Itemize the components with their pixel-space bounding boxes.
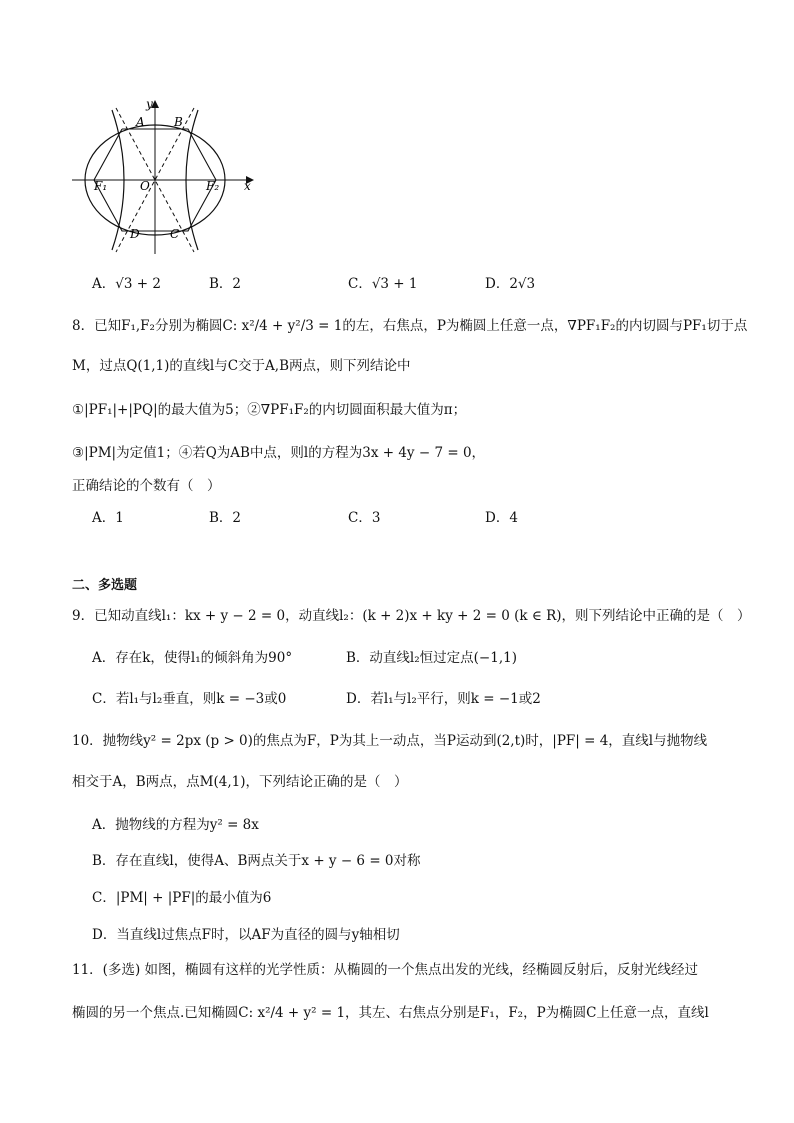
q10-line-1: 10．抛物线y² = 2px (p > 0)的焦点为F，P为其上一动点，当P运动到(2,t)时，|PF| = 4，直线l与抛物线 (72, 733, 708, 749)
label-C: C (170, 227, 180, 241)
q8-line-5: 正确结论的个数有（ ） (72, 478, 221, 494)
ellipse-hyperbola-figure (66, 98, 256, 258)
q7-option-b[interactable]: B．2 (209, 276, 242, 292)
q7-option-c[interactable]: C．√3 + 1 (348, 276, 418, 292)
q9-option-c[interactable]: C．若l₁与l₂垂直，则k = −3或0 (92, 691, 287, 707)
q8-line-4: ③|PM|为定值1；④若Q为AB中点，则l的方程为3x + 4y − 7 = 0， (72, 445, 486, 461)
q8-line-3: ①|PF₁|+|PQ|的最大值为5；②∇PF₁F₂的内切圆面积最大值为π； (72, 402, 467, 418)
q8-option-c[interactable]: C．3 (348, 510, 381, 526)
q8-line-2: M，过点Q(1,1)的直线l与C交于A,B两点，则下列结论中 (72, 358, 411, 374)
q7-option-d[interactable]: D．2√3 (485, 276, 536, 292)
q8-line-1: 8．已知F₁,F₂分别为椭圆C: x²/4 + y²/3 = 1的左，右焦点，P为椭圆上任意一点，∇PF₁F₂的内切圆与PF₁切于点 (72, 318, 748, 334)
q11-line-1: 11．(多选) 如图，椭圆有这样的光学性质：从椭圆的一个焦点出发的光线，经椭圆反射后，反射光线经过 (72, 962, 699, 978)
q7-option-a[interactable]: A．√3 + 2 (92, 276, 161, 292)
label-D: D (130, 227, 140, 241)
label-y: y (146, 98, 153, 111)
q10-option-b[interactable]: B．存在直线l，使得A、B两点关于x + y − 6 = 0对称 (92, 853, 421, 869)
q8-option-a[interactable]: A．1 (92, 510, 124, 526)
q8-option-b[interactable]: B．2 (209, 510, 242, 526)
q11-line-2: 椭圆的另一个焦点.已知椭圆C: x²/4 + y² = 1，其左、右焦点分别是F₁，F₂，P为椭圆C上任意一点，直线l (72, 1005, 709, 1021)
label-F2: F₂ (206, 179, 220, 193)
q10-line-2: 相交于A，B两点，点M(4,1)，下列结论正确的是（ ） (72, 774, 408, 790)
q8-option-d[interactable]: D．4 (485, 510, 518, 526)
q9-option-d[interactable]: D．若l₁与l₂平行，则k = −1或2 (346, 691, 541, 707)
label-F1: F₁ (94, 179, 108, 193)
q9-option-b[interactable]: B．动直线l₂恒过定点(−1,1) (346, 650, 517, 666)
q9-stem: 9．已知动直线l₁：kx + y − 2 = 0，动直线l₂：(k + 2)x + ky + 2 = 0 (k ∈ R)，则下列结论中正确的是（ ） (72, 608, 751, 624)
section-heading-multiple-choice: 二、多选题 (72, 578, 138, 593)
q10-option-c[interactable]: C．|PM| + |PF|的最小值为6 (92, 890, 272, 906)
label-A: A (136, 115, 145, 129)
label-O: O (140, 179, 150, 193)
label-B: B (174, 115, 183, 129)
q10-option-d[interactable]: D．当直线l过焦点F时，以AF为直径的圆与y轴相切 (92, 927, 400, 943)
q10-option-a[interactable]: A．抛物线的方程为y² = 8x (92, 817, 259, 833)
q9-option-a[interactable]: A．存在k，使得l₁的倾斜角为90° (92, 650, 293, 666)
label-x: x (244, 179, 251, 193)
